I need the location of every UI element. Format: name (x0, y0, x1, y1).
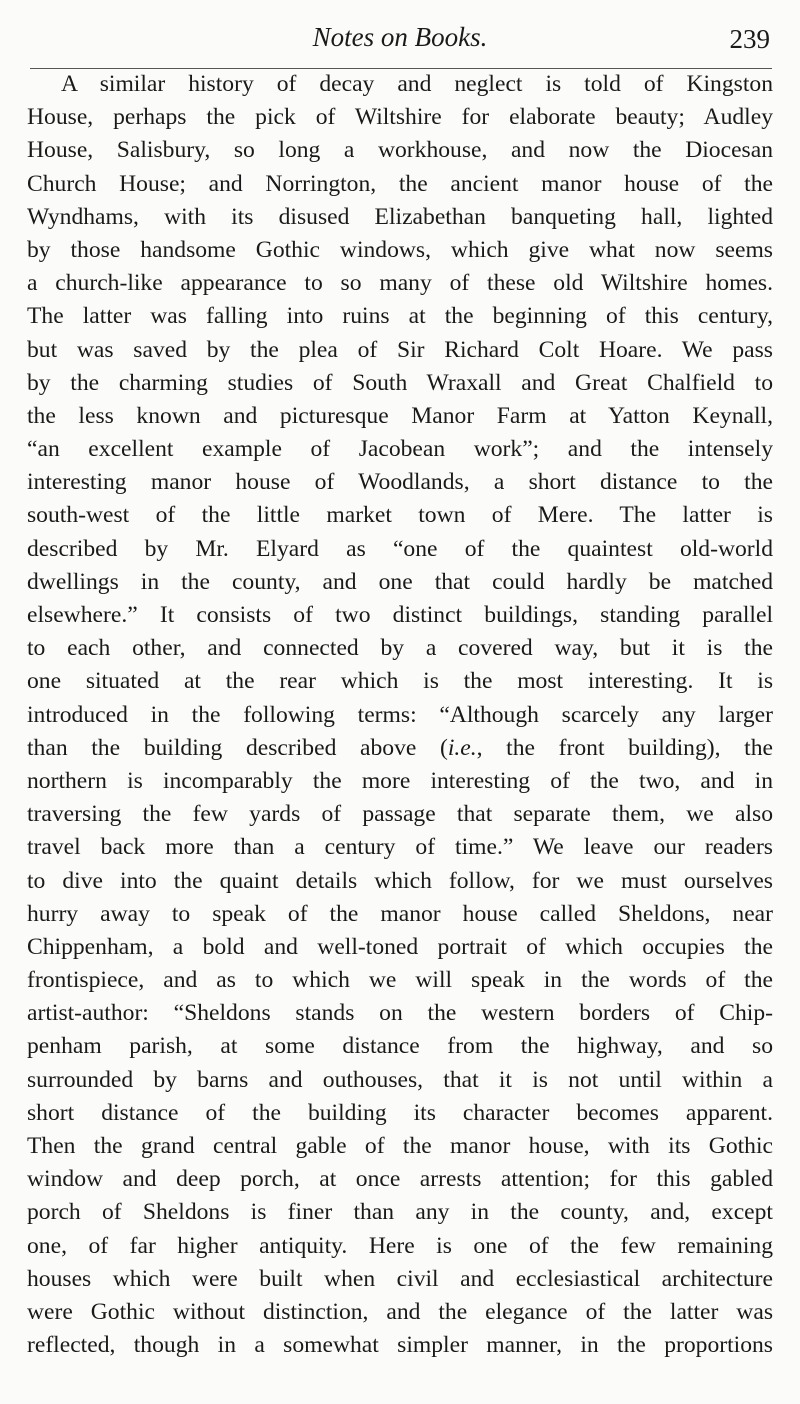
line-part-italic: i.e. (447, 734, 477, 761)
text-line: a church-like appearance to so many of these old Wiltshire homes. (27, 270, 773, 297)
page-number: 239 (729, 24, 770, 54)
text-line: one, of far higher antiquity. Here is one of the few remaining (27, 1232, 773, 1259)
text-line: Then the grand central gable of the manor house, with its Gothic (27, 1133, 773, 1159)
text-line: to each other, and connected by a covered way, but it is the (27, 635, 773, 662)
text-line: reflected, though in a somewhat simpler manner, in the proportions (27, 1332, 773, 1359)
text-line: traversing the few yards of passage that separate them, we also (27, 801, 773, 828)
text-line: “an excellent example of Jacobean work”; and the intensely (27, 436, 773, 463)
text-line: penham parish, at some distance from the highway, and so (27, 1033, 773, 1060)
text-line: hurry away to speak of the manor house called Sheldons, near (27, 900, 773, 927)
text-line: travel back more than a century of time.” We leave our readers (27, 834, 773, 861)
text-line: one situated at the rear which is the most interesting. It is (27, 668, 773, 695)
text-line: but was saved by the plea of Sir Richard Colt Hoare. We pass (27, 336, 773, 363)
text-line: houses which were built when civil and ecclesiastical architecture (27, 1265, 773, 1292)
text-line: House, perhaps the pick of Wiltshire for elaborate beauty; Audley (27, 104, 773, 131)
text-line: northern is incomparably the more interesting of the two, and in (27, 767, 773, 794)
text-line: A similar history of decay and neglect is told of Kingston (61, 71, 773, 97)
text-line: artist-author: “Sheldons stands on the western borders of Chip- (27, 1000, 773, 1027)
text-line: to dive into the quaint details which follow, for we must ourselves (27, 867, 773, 894)
text-line: introduced in the following terms: “Although scarcely any larger (27, 701, 773, 728)
text-line: Church House; and Norrington, the ancient manor house of the (27, 170, 773, 197)
text-line: were Gothic without distinction, and the elegance of the latter was (27, 1298, 773, 1325)
text-line: described by Mr. Elyard as “one of the quaintest old-world (27, 535, 773, 562)
text-line: by the charming studies of South Wraxall and Great Chalfield to (27, 369, 773, 396)
body-text (27, 68, 773, 1362)
text-line (27, 732, 773, 765)
running-title: Notes on Books. (312, 22, 488, 52)
text-line: window and deep porch, at once arrests attention; for this gabled (27, 1166, 773, 1193)
text-line: Chippenham, a bold and well-toned portrait of which occupies the (27, 933, 773, 960)
text-line: dwellings in the county, and one that could hardly be matched (27, 568, 773, 595)
text-line: interesting manor house of Woodlands, a short distance to the (27, 469, 773, 496)
text-line: the less known and picturesque Manor Farm at Yatton Keynall, (27, 402, 773, 429)
text-line: by those handsome Gothic windows, which give what now seems (27, 236, 773, 263)
line-part-after: , the front building), the (476, 734, 773, 761)
running-head (0, 20, 800, 60)
text-line: Wyndhams, with its disused Elizabethan banqueting hall, lighted (27, 203, 773, 230)
text-line: south-west of the little market town of Mere. The latter is (27, 502, 773, 529)
text-line: elsewhere.” It consists of two distinct buildings, standing parallel (27, 602, 773, 628)
line-part-before: than the building described above ( (27, 734, 448, 761)
text-line: porch of Sheldons is finer than any in the county, and, except (27, 1199, 773, 1226)
text-line: short distance of the building its character becomes apparent. (27, 1099, 773, 1126)
text-line: The latter was falling into ruins at the beginning of this century, (27, 303, 773, 330)
text-line: surrounded by barns and outhouses, that it is not until within a (27, 1066, 773, 1093)
text-line: frontispiece, and as to which we will speak in the words of the (27, 967, 773, 994)
text-line: House, Salisbury, so long a workhouse, and now the Diocesan (27, 137, 773, 164)
